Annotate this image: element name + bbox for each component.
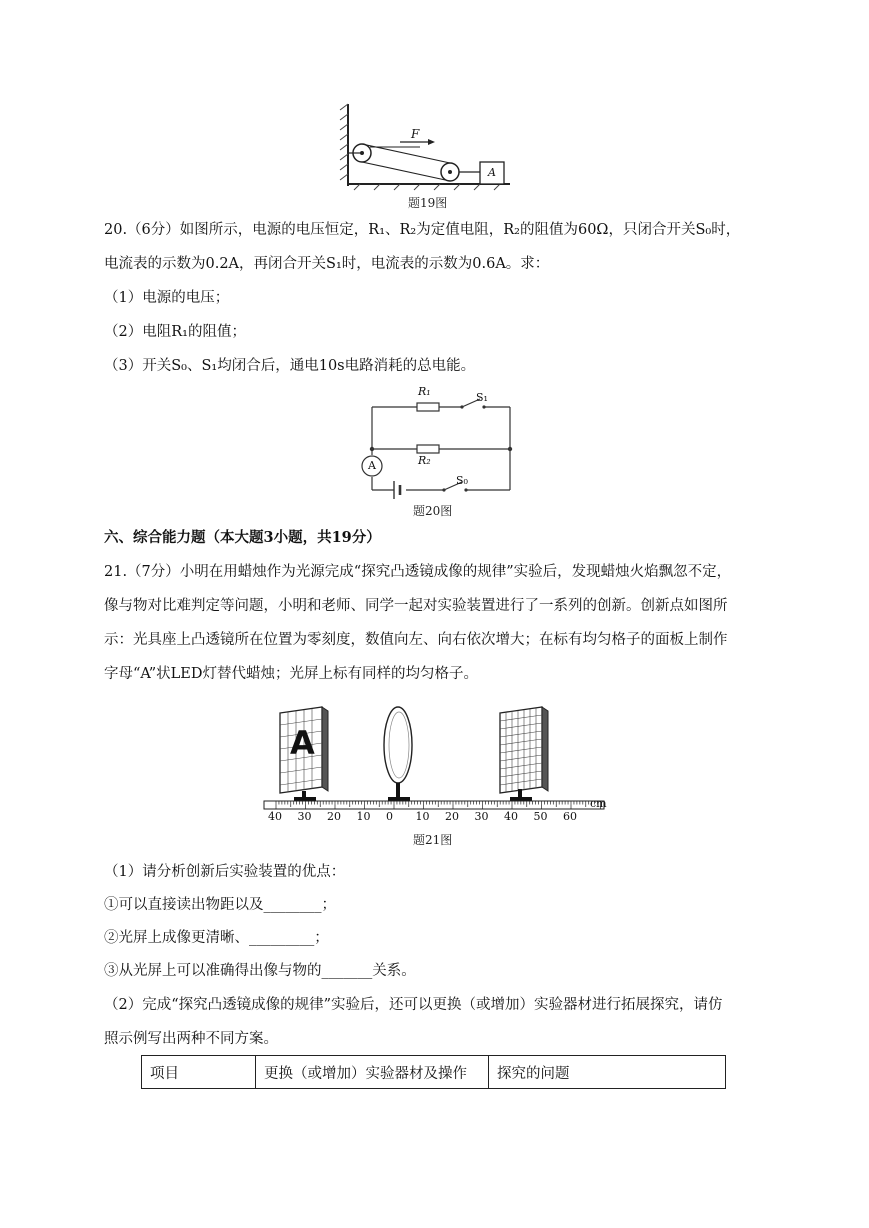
section6-heading: 六、综合能力题（本大题3小题，共19分） bbox=[104, 529, 381, 546]
fig20-s0-label: S₀ bbox=[456, 474, 468, 487]
fig19-block-label: A bbox=[488, 166, 496, 179]
fig21-unit: cm bbox=[590, 797, 607, 810]
plan-table bbox=[141, 1055, 726, 1089]
q21-line2: 像与物对比难判定等问题，小明和老师、同学一起对实验装置进行了一系列的创新。创新点如图所 bbox=[104, 598, 728, 614]
scale-label: 40 bbox=[504, 810, 518, 823]
figure-21-optical-bench bbox=[262, 703, 612, 828]
q21-line3: 示：光具座上凸透镜所在位置为零刻度，数值向左、向右依次增大；在标有均匀格子的面板上制作 bbox=[104, 632, 728, 648]
fig20-r1-label: R₁ bbox=[418, 385, 431, 398]
q21-line1: 21.（7分）小明在用蜡烛作为光源完成“探究凸透镜成像的规律”实验后，发现蜡烛火焰飘忽不定， bbox=[104, 564, 732, 580]
table-header-cell: 更换（或增加）实验器材及操作 bbox=[256, 1056, 489, 1089]
scale-label: 60 bbox=[563, 810, 577, 823]
fig20-caption: 题20图 bbox=[413, 504, 453, 518]
q21-line4: 字母“A”状LED灯替代蜡烛；光屏上标有同样的均匀格子。 bbox=[104, 666, 479, 682]
scale-label: 10 bbox=[356, 810, 371, 823]
table-header-cell: 项目 bbox=[142, 1056, 256, 1089]
scale-label: 20 bbox=[327, 810, 341, 823]
table-header-row bbox=[142, 1056, 726, 1089]
q20-line1: 20.（6分）如图所示，电源的电压恒定，R₁、R₂为定值电阻，R₂的阻值为60Ω，只闭合开关S₀时， bbox=[104, 222, 741, 238]
figure-20-circuit bbox=[352, 385, 522, 495]
fig20-r2-label: R₂ bbox=[418, 454, 431, 467]
scale-label: 40 bbox=[268, 810, 282, 823]
fig19-caption: 题19图 bbox=[408, 196, 448, 210]
q21-item3: ③从光屏上可以准确得出像与物的_______关系。 bbox=[104, 963, 416, 979]
scale-label: 30 bbox=[474, 810, 489, 823]
q21-item1: ①可以直接读出物距以及________； bbox=[104, 897, 336, 913]
scale-label: 10 bbox=[415, 810, 430, 823]
scale-label: 50 bbox=[533, 810, 548, 823]
q20-sub2: （2）电阻R₁的阻值； bbox=[104, 324, 246, 340]
scale-label: 0 bbox=[386, 810, 393, 823]
table-header-cell: 探究的问题 bbox=[489, 1056, 726, 1089]
fig21-caption: 题21图 bbox=[413, 833, 453, 847]
q20-line2: 电流表的示数为0.2A，再闭合开关S₁时，电流表的示数为0.6A。求： bbox=[104, 256, 550, 272]
fig20-ammeter-label: A bbox=[368, 459, 376, 472]
fig20-s1-label: S₁ bbox=[476, 391, 488, 404]
q20-sub3: （3）开关S₀、S₁均闭合后，通电10s电路消耗的总电能。 bbox=[104, 358, 476, 374]
scale-label: 30 bbox=[297, 810, 312, 823]
q21-sub2-line2: 照示例写出两种不同方案。 bbox=[104, 1031, 278, 1047]
q21-sub1: （1）请分析创新后实验装置的优点： bbox=[104, 864, 346, 880]
q21-item2: ②光屏上成像更清晰、_________； bbox=[104, 930, 329, 946]
fig19-force-label: F bbox=[411, 127, 420, 141]
scale-label: 20 bbox=[445, 810, 459, 823]
q21-sub2-line1: （2）完成“探究凸透镜成像的规律”实验后，还可以更换（或增加）实验器材进行拓展探究，请仿 bbox=[104, 997, 723, 1013]
fig21-panel-letter: A bbox=[290, 724, 315, 762]
q20-sub1: （1）电源的电压； bbox=[104, 290, 230, 306]
